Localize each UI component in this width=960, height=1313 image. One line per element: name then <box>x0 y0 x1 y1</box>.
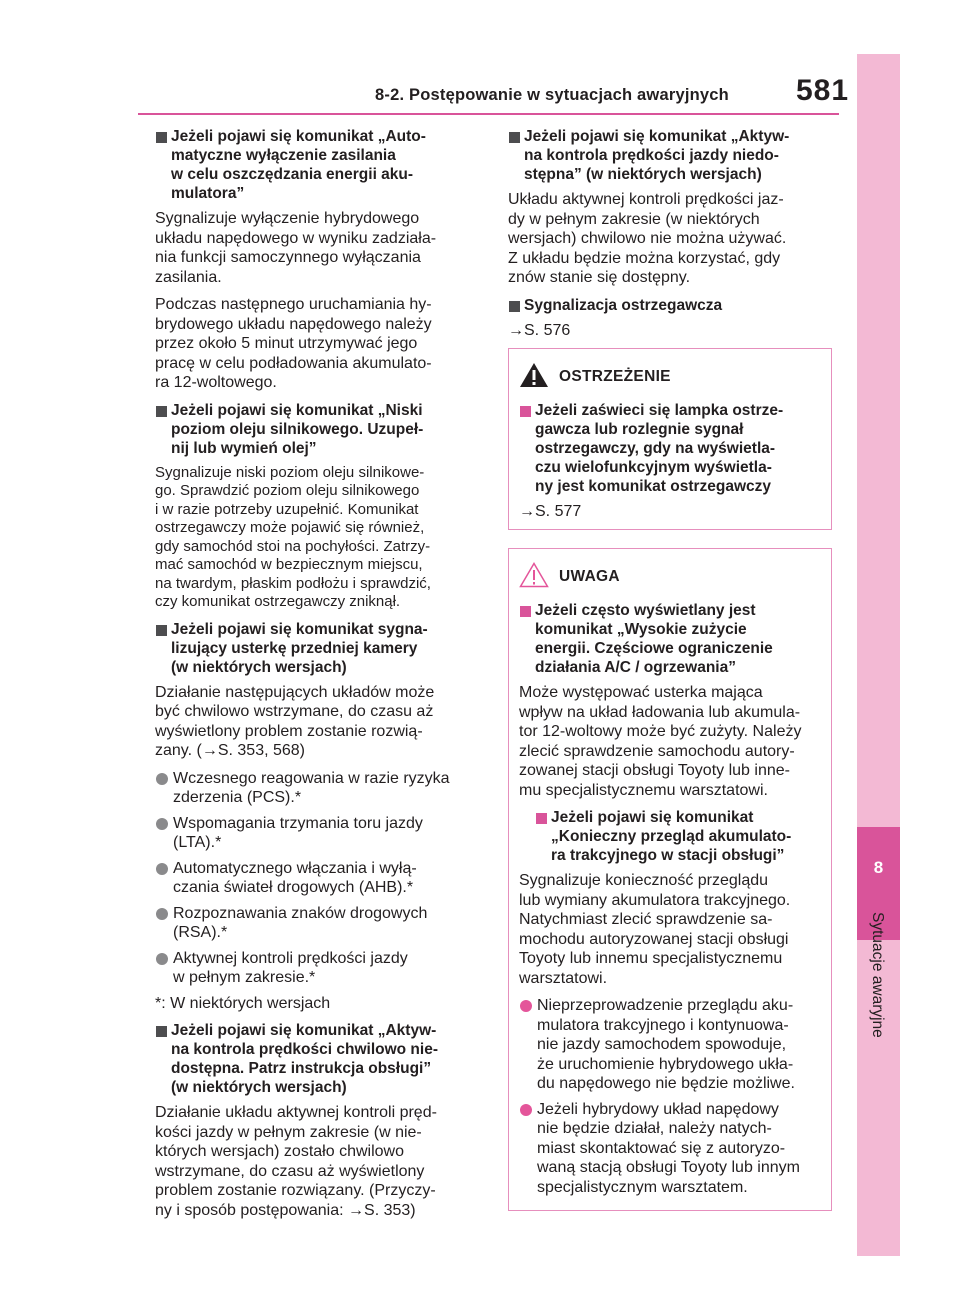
warning-title: OSTRZEŻENIE <box>559 368 671 385</box>
heading-auto-power-off: Jeżeli pojawi się komunikat „Auto- matyczne wyłączenie zasilania w celu oszczędzania energii aku- mulatora” <box>155 127 485 203</box>
list-item: Jeżeli hybrydowy układ napędowy nie będzie działał, należy natych- miast skontaktować się z autoryzo- waną stacją obsługi Toyoty lub innym specjalistycznym warsztatem. <box>519 1100 821 1198</box>
warning-box <box>508 348 832 530</box>
heading-low-oil: Jeżeli pojawi się komunikat „Niski poziom oleju silnikowego. Uzupeł- nij lub wymień olej” <box>155 401 485 458</box>
page-reference: →S. 577 <box>519 503 582 520</box>
warning-triangle-icon <box>519 362 549 393</box>
header-rule <box>138 113 839 115</box>
paragraph: Sygnalizuje wyłączenie hybrydowego układu napędowego w wyniku zadziała- nia funkcji samoczynnego wyłączania zasilania. <box>155 210 437 286</box>
paragraph: Działanie układu aktywnej kontroli pręd- kości jazdy w pełnym zakresie (w nie- których wersjach) zostało chwilowo wstrzymane, do czasu aż wyświetlony problem zostanie rozwiązany. (Przyczy- ny i sposób postępowania: →S. 353) <box>155 1104 437 1219</box>
list-item: Wspomagania trzymania toru jazdy (LTA).* <box>155 814 485 853</box>
chapter-number: 8 <box>873 858 884 877</box>
footnote: *: W niektórych wersjach <box>155 994 331 1012</box>
note-box <box>508 548 832 1211</box>
paragraph: Układu aktywnej kontroli prędkości jaz- dy w pełnym zakresie (w niektórych wersjach) chwilowo nie można używać. Z układu będzie można korzystać, gdy znów stanie się dostępny. <box>508 191 787 286</box>
note-heading-high-consumption: Jeżeli często wyświetlany jest komunikat „Wysokie zużycie energii. Częściowe ograniczenie działania A/C / ogrzewania” <box>519 601 821 677</box>
left-column <box>155 127 485 1228</box>
list-item: Aktywnej kontroli prędkości jazdy w pełnym zakresie.* <box>155 949 485 988</box>
warning-title-row <box>519 359 821 395</box>
paragraph: Sygnalizuje konieczność przeglądu lub wymiany akumulatora trakcyjnego. Natychmiast zlecić sprawdzenie sa- mochodu autoryzowanej stacji obsługi Toyoty lub innemu specjalistycznemu warsztatowi. <box>519 872 791 987</box>
paragraph: Może występować usterka mająca wpływ na układ ładowania lub akumula- tor 12-woltowy może być zużyty. Należy zlecić sprawdzenie samochodu autory- zowanej stacji obsługi Toyoty lub inne- mu specjalistycznemu warsztatowi. <box>519 684 802 799</box>
paragraph: Sygnalizuje niski poziom oleju silnikowe- go. Sprawdzić poziom oleju silnikowego i w razie potrzeby uzupełnić. Komunikat ostrzegawczy może pojawić się również, gdy samochód stoi na pochyłości. Zatrzy- mać samochód w bezpiecznym miejscu, na twardym, płaskim podłożu i sprawdzić, czy komunikat ostrzegawczy zniknął. <box>155 463 431 610</box>
note-title-row <box>519 559 821 595</box>
chapter-title: Sytuacje awaryjne <box>869 912 886 1038</box>
chapter-side-tab <box>857 54 900 1256</box>
warning-heading: Jeżeli zaświeci się lampka ostrze- gawcza lub rozlegnie sygnał ostrzegawczy, gdy na wyświetla- czu wielofunkcyjnym wyświetla- ny jest komunikat ostrzegawczy <box>519 401 821 496</box>
list-item: Nieprzeprowadzenie przeglądu aku- mulatora trakcyjnego i kontynuowa- nie jazdy samochodem spowoduje, że uruchomienie hybrydowego ukła- du napędowego nie będzie możliwe. <box>519 996 821 1094</box>
paragraph: Działanie następujących układów może być chwilowo wstrzymane, do czasu aż wyświetlony problem zostanie rozwią- zany. (→S. 353, 568) <box>155 683 435 759</box>
heading-front-camera: Jeżeli pojawi się komunikat sygna- lizujący usterkę przedniej kamery (w niektórych wersjach) <box>155 620 485 677</box>
list-item: Automatycznego włączania i wyłą- czania świateł drogowych (AHB).* <box>155 859 485 898</box>
section-title: 8-2. Postępowanie w sytuacjach awaryjnych <box>375 86 729 104</box>
note-heading-traction-battery: Jeżeli pojawi się komunikat „Konieczny przegląd akumulato- ra trakcyjnego w stacji obsługi” <box>535 808 821 865</box>
right-column <box>508 127 833 349</box>
list-item: Rozpoznawania znaków drogowych (RSA).* <box>155 904 485 943</box>
caution-triangle-icon <box>519 562 549 593</box>
paragraph: Podczas następnego uruchamiania hy- brydowego układu napędowego należy przez około 5 minut utrzymywać jego pracę w celu podładowania akumulato- ra 12-woltowego. <box>155 296 432 391</box>
heading-warning-signals: Sygnalizacja ostrzegawcza <box>508 296 833 315</box>
page-reference: →S. 576 <box>508 321 571 339</box>
note-title: UWAGA <box>559 568 620 585</box>
list-item: Wczesnego reagowania w razie ryzyka zderzenia (PCS).* <box>155 769 485 808</box>
heading-acc-unavailable: Jeżeli pojawi się komunikat „Aktyw- na kontrola prędkości chwilowo nie- dostępna. Patrz instrukcja obsługi” (w niektórych wersjach) <box>155 1021 485 1097</box>
heading-acc-not-available: Jeżeli pojawi się komunikat „Aktyw- na kontrola prędkości jazdy niedo- stępna” (w niektórych wersjach) <box>508 127 833 184</box>
page-number: 581 <box>796 74 850 107</box>
